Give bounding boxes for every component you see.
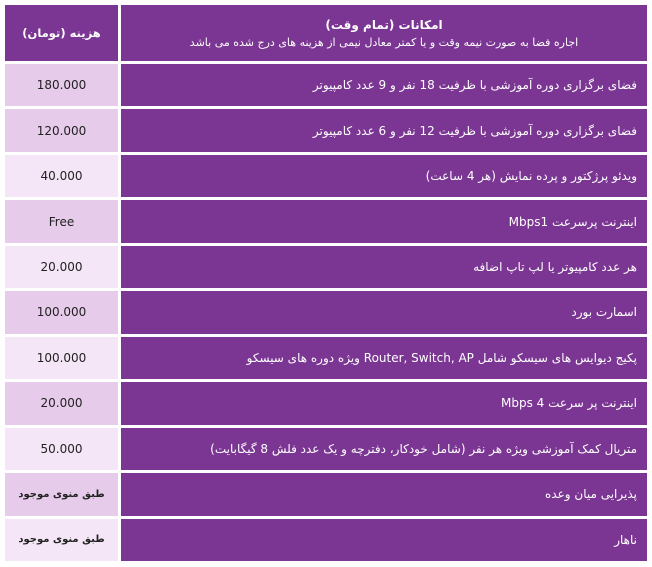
table-row (5, 473, 647, 515)
description-cell: اینترنت پر سرعت Mbps 4 (121, 382, 647, 424)
description-cell: متریال کمک آموزشی ویژه هر نفر (شامل خودکار، دفترچه و یک عدد فلش 8 گیگابایت) (121, 428, 647, 470)
description-cell: ویدئو پرژکتور و پرده نمایش (هر 4 ساعت) (121, 155, 647, 197)
table-row (5, 382, 647, 424)
table-row (5, 109, 647, 151)
price-cell: Free (5, 200, 118, 242)
facilities-title: امکانات (تمام وقت) (325, 17, 443, 32)
table-row (5, 428, 647, 470)
description-cell: فضای برگزاری دوره آموزشی با ظرفیت 18 نفر و 9 عدد کامپیوتر (121, 64, 647, 106)
price-cell: 100.000 (5, 291, 118, 333)
pricing-table (2, 2, 650, 564)
facilities-subtitle: اجاره فضا به صورت نیمه وقت و یا کمتر معادل نیمی از هزینه های درج شده می باشد (189, 35, 579, 49)
description-cell: پذیرایی میان وعده (121, 473, 647, 515)
price-cell: 120.000 (5, 109, 118, 151)
price-cell: 40.000 (5, 155, 118, 197)
description-cell: اسمارت بورد (121, 291, 647, 333)
price-cell: 20.000 (5, 246, 118, 288)
table-row (5, 64, 647, 106)
table-row (5, 200, 647, 242)
table-row (5, 155, 647, 197)
price-cell: 100.000 (5, 337, 118, 379)
description-cell: فضای برگزاری دوره آموزشی با ظرفیت 12 نفر و 6 عدد کامپیوتر (121, 109, 647, 151)
price-cell: 50.000 (5, 428, 118, 470)
table-row (5, 246, 647, 288)
description-cell: پکیج دیوایس های سیسکو شامل Router, Switch, AP ویژه دوره های سیسکو (121, 337, 647, 379)
price-cell: طبق منوی موجود (5, 519, 118, 561)
price-cell: 20.000 (5, 382, 118, 424)
price-cell: طبق منوی موجود (5, 473, 118, 515)
facilities-column-header (121, 5, 647, 61)
description-cell: هر عدد کامپیوتر یا لپ تاپ اضافه (121, 246, 647, 288)
table-row (5, 291, 647, 333)
description-cell: اینترنت پرسرعت Mbps1 (121, 200, 647, 242)
header-row (5, 5, 647, 61)
price-cell: 180.000 (5, 64, 118, 106)
price-column-header: هزینه (تومان) (5, 5, 118, 61)
description-cell: ناهار (121, 519, 647, 561)
table-row (5, 519, 647, 561)
table-row (5, 337, 647, 379)
